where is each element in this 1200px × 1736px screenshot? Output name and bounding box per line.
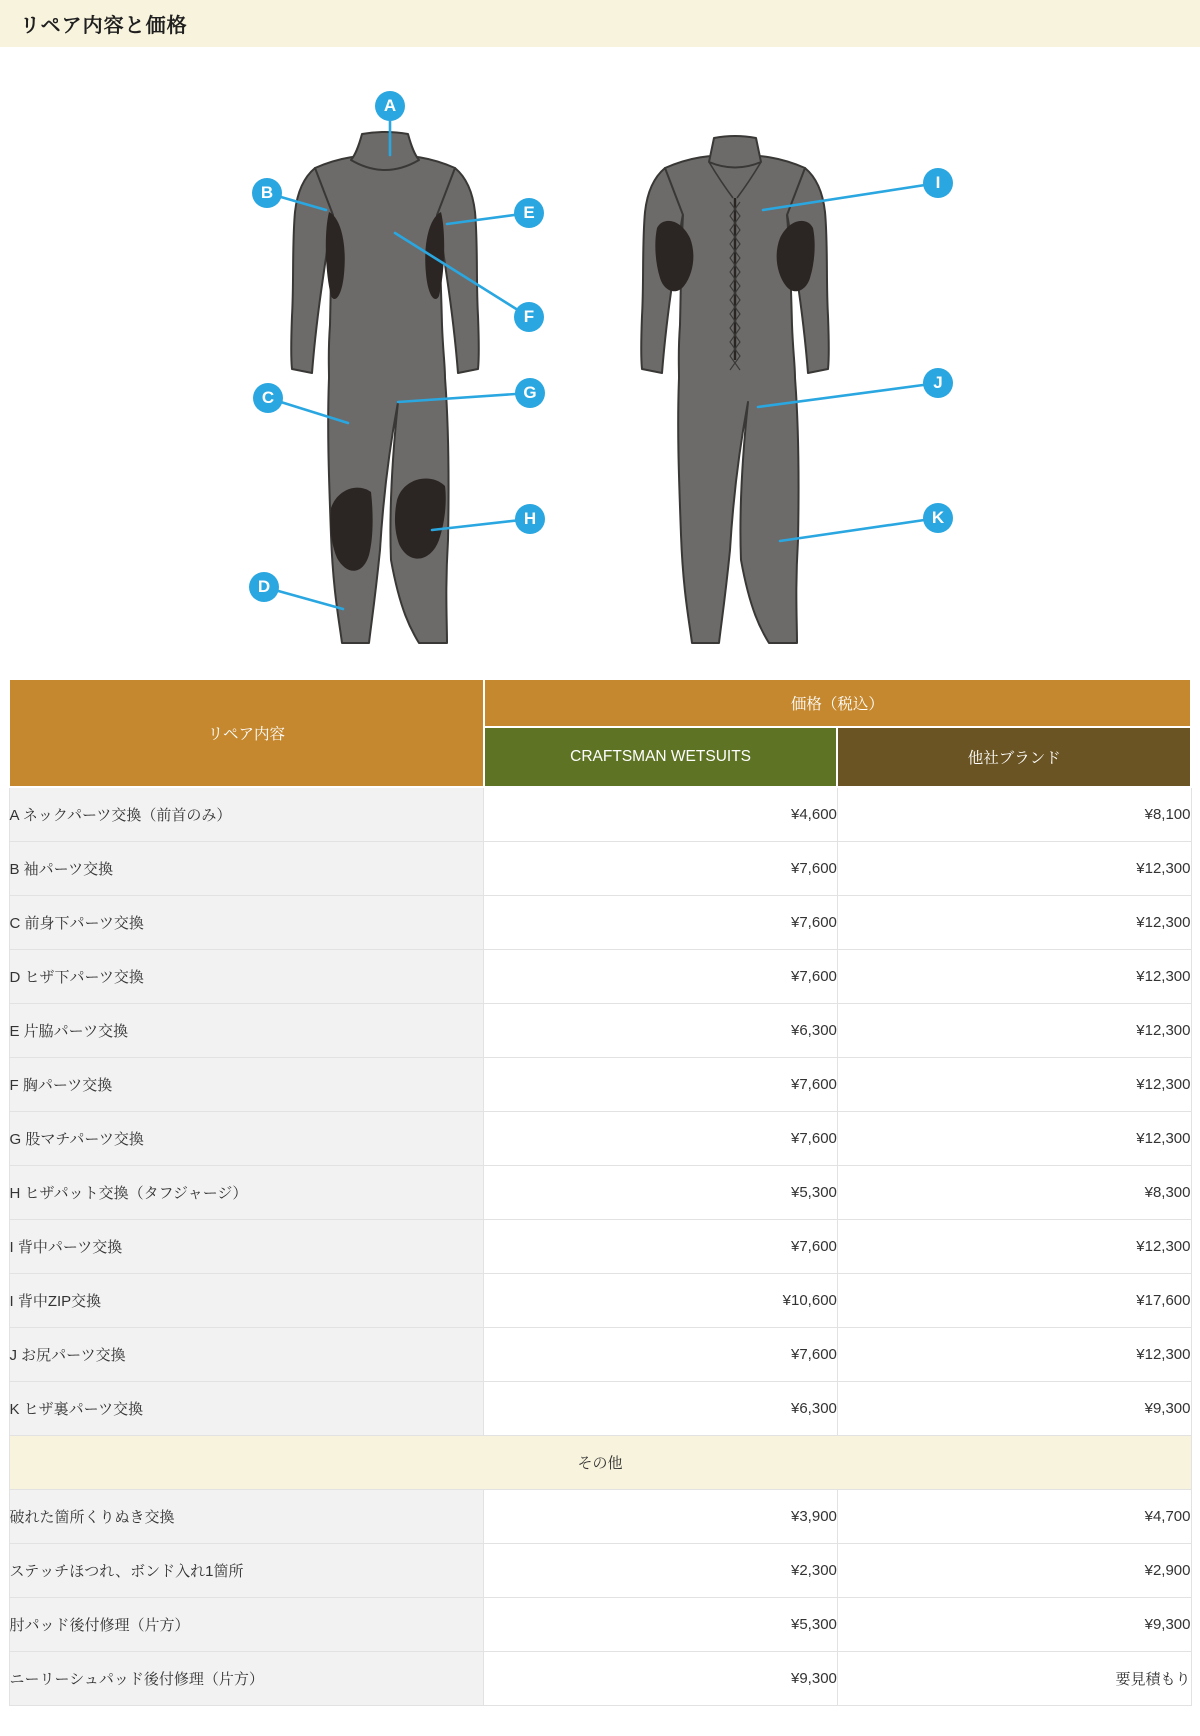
table-row bbox=[9, 1111, 1191, 1165]
other-brand-price-cell: ¥12,300 bbox=[837, 895, 1191, 949]
title-bar bbox=[0, 0, 1200, 47]
other-brand-price-cell: ¥8,100 bbox=[837, 787, 1191, 841]
table-row bbox=[9, 1165, 1191, 1219]
part-label-badge-I: I bbox=[923, 168, 953, 198]
part-label-badge-J: J bbox=[923, 368, 953, 398]
repair-label-cell: F 胸パーツ交換 bbox=[9, 1057, 484, 1111]
part-label-badge-D: D bbox=[249, 572, 279, 602]
part-label-badge-K: K bbox=[923, 503, 953, 533]
other-brand-price-cell: ¥9,300 bbox=[837, 1381, 1191, 1435]
table-row bbox=[9, 1381, 1191, 1435]
repair-label-cell: C 前身下パーツ交換 bbox=[9, 895, 484, 949]
table-row bbox=[9, 1219, 1191, 1273]
craftsman-price-cell: ¥4,600 bbox=[484, 787, 838, 841]
repair-label-cell: I 背中ZIP交換 bbox=[9, 1273, 484, 1327]
craftsman-price-cell: ¥3,900 bbox=[484, 1489, 838, 1543]
repair-label-cell: ステッチほつれ、ボンド入れ1箇所 bbox=[9, 1543, 484, 1597]
table-row bbox=[9, 1489, 1191, 1543]
repair-label-cell: E 片脇パーツ交換 bbox=[9, 1003, 484, 1057]
other-brand-price-cell: ¥12,300 bbox=[837, 949, 1191, 1003]
page-title: リペア内容と価格 bbox=[20, 15, 188, 37]
table-row bbox=[9, 841, 1191, 895]
repair-label-cell: I 背中パーツ交換 bbox=[9, 1219, 484, 1273]
repair-label-cell: K ヒザ裏パーツ交換 bbox=[9, 1381, 484, 1435]
table-row bbox=[9, 1273, 1191, 1327]
other-brand-price-cell: ¥12,300 bbox=[837, 841, 1191, 895]
other-brand-price-cell: ¥12,300 bbox=[837, 1327, 1191, 1381]
part-label-badge-A: A bbox=[375, 91, 405, 121]
table-row bbox=[9, 1543, 1191, 1597]
craftsman-price-cell: ¥5,300 bbox=[484, 1165, 838, 1219]
other-brand-price-cell: ¥9,300 bbox=[837, 1597, 1191, 1651]
craftsman-price-cell: ¥7,600 bbox=[484, 895, 838, 949]
repair-label-cell: J お尻パーツ交換 bbox=[9, 1327, 484, 1381]
craftsman-price-cell: ¥7,600 bbox=[484, 1111, 838, 1165]
craftsman-price-cell: ¥9,300 bbox=[484, 1651, 838, 1705]
table-row bbox=[9, 1651, 1191, 1705]
repair-label-cell: B 袖パーツ交換 bbox=[9, 841, 484, 895]
other-brand-header: 他社ブランド bbox=[837, 727, 1191, 787]
craftsman-price-cell: ¥7,600 bbox=[484, 841, 838, 895]
table-body-other bbox=[9, 1489, 1191, 1705]
table-row bbox=[9, 1057, 1191, 1111]
pointer-line-F bbox=[395, 233, 529, 317]
table-header bbox=[9, 679, 1191, 787]
repair-label-cell: 肘パッド後付修理（片方） bbox=[9, 1597, 484, 1651]
price-header: 価格（税込） bbox=[484, 679, 1191, 727]
part-label-badge-B: B bbox=[252, 178, 282, 208]
repair-label-cell: H ヒザパット交換（タフジャージ） bbox=[9, 1165, 484, 1219]
repair-price-table bbox=[8, 678, 1192, 1706]
other-brand-price-cell: ¥12,300 bbox=[837, 1003, 1191, 1057]
table-row bbox=[9, 1327, 1191, 1381]
craftsman-price-cell: ¥6,300 bbox=[484, 1003, 838, 1057]
diagram-overlay bbox=[0, 47, 1200, 678]
table-row bbox=[9, 1003, 1191, 1057]
other-brand-price-cell: ¥17,600 bbox=[837, 1273, 1191, 1327]
pointer-line-J bbox=[758, 383, 938, 407]
repair-label-cell: A ネックパーツ交換（前首のみ） bbox=[9, 787, 484, 841]
section-header-cell: その他 bbox=[9, 1435, 1191, 1489]
other-brand-price-cell: 要見積もり bbox=[837, 1651, 1191, 1705]
section-row bbox=[9, 1435, 1191, 1489]
pointer-line-I bbox=[763, 183, 938, 210]
craftsman-brand-header: CRAFTSMAN WETSUITS bbox=[484, 727, 838, 787]
table-body-section bbox=[9, 1435, 1191, 1489]
repair-label-cell: 破れた箇所くりぬき交換 bbox=[9, 1489, 484, 1543]
diagram bbox=[0, 47, 1200, 678]
table-row bbox=[9, 895, 1191, 949]
repair-label-cell: G 股マチパーツ交換 bbox=[9, 1111, 484, 1165]
other-brand-price-cell: ¥12,300 bbox=[837, 1057, 1191, 1111]
part-label-badge-H: H bbox=[515, 504, 545, 534]
repair-label-cell: ニーリーシュパッド後付修理（片方） bbox=[9, 1651, 484, 1705]
other-brand-price-cell: ¥12,300 bbox=[837, 1111, 1191, 1165]
part-label-badge-E: E bbox=[514, 198, 544, 228]
part-label-badge-F: F bbox=[514, 302, 544, 332]
craftsman-price-cell: ¥2,300 bbox=[484, 1543, 838, 1597]
part-label-badge-G: G bbox=[515, 378, 545, 408]
craftsman-price-cell: ¥10,600 bbox=[484, 1273, 838, 1327]
other-brand-price-cell: ¥2,900 bbox=[837, 1543, 1191, 1597]
part-label-badge-C: C bbox=[253, 383, 283, 413]
other-brand-price-cell: ¥8,300 bbox=[837, 1165, 1191, 1219]
table-row bbox=[9, 949, 1191, 1003]
craftsman-price-cell: ¥7,600 bbox=[484, 1327, 838, 1381]
pointer-line-K bbox=[780, 518, 938, 541]
pointer-line-G bbox=[398, 393, 530, 402]
table-row bbox=[9, 1597, 1191, 1651]
craftsman-price-cell: ¥7,600 bbox=[484, 949, 838, 1003]
repair-content-header: リペア内容 bbox=[9, 679, 484, 787]
repair-label-cell: D ヒザ下パーツ交換 bbox=[9, 949, 484, 1003]
other-brand-price-cell: ¥4,700 bbox=[837, 1489, 1191, 1543]
craftsman-price-cell: ¥6,300 bbox=[484, 1381, 838, 1435]
craftsman-price-cell: ¥5,300 bbox=[484, 1597, 838, 1651]
craftsman-price-cell: ¥7,600 bbox=[484, 1219, 838, 1273]
table-row bbox=[9, 787, 1191, 841]
craftsman-price-cell: ¥7,600 bbox=[484, 1057, 838, 1111]
other-brand-price-cell: ¥12,300 bbox=[837, 1219, 1191, 1273]
table-body-main bbox=[9, 787, 1191, 1435]
